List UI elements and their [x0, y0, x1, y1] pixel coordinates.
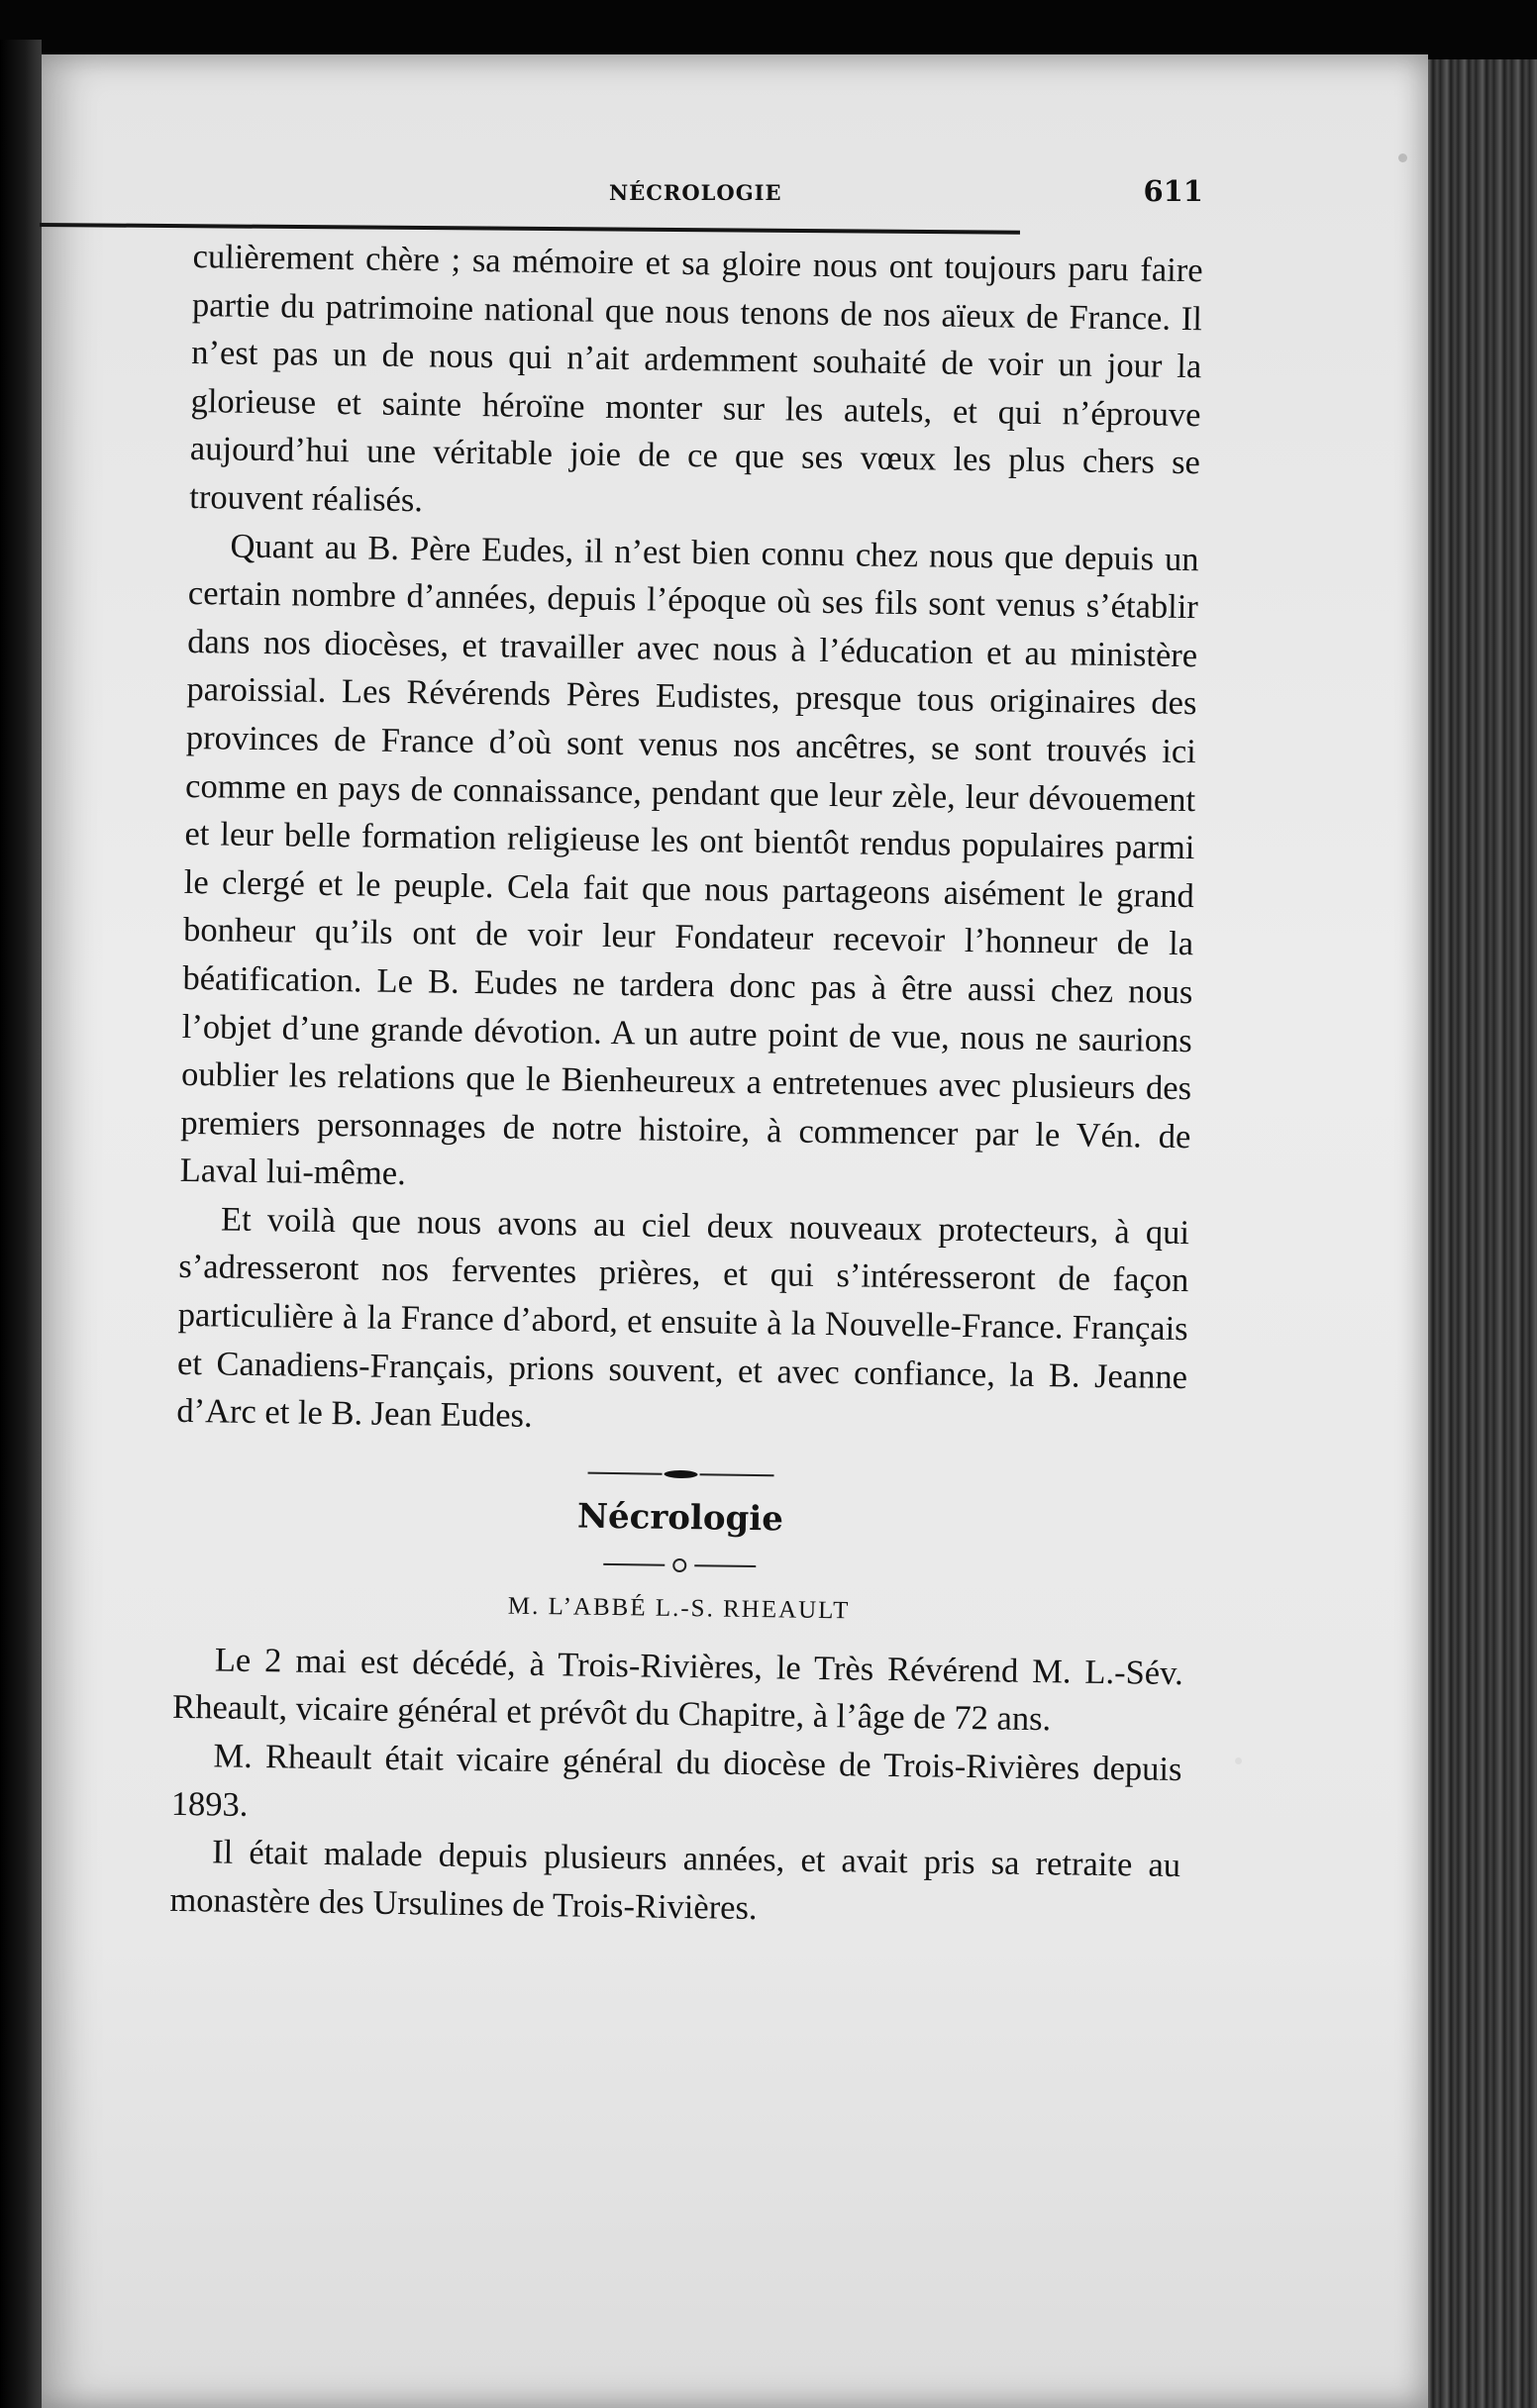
small-rule-left — [603, 1563, 665, 1566]
obituary-paragraph-3: Il était malade depuis plusieurs années, et avait pris sa retraite au monastère des Ursulines de Trois-Rivières. — [169, 1833, 1181, 1927]
page-body — [169, 233, 1203, 1938]
article-paragraph-2: Quant au B. Père Eudes, il n’est bien connu chez nous que depuis un certain nombre d’années, depuis l’époque où ses fils sont venus s’établir dans nos diocèses, et travailler avec nous à l’éducation et au ministère paroissial. Les Révérends Pères Eudistes, presque tous originaires des provinces de France d’où sont venus nos ancêtres, se sont trouvés ici comme en pays de connaissance, pendant que leur zèle, leur dévouement et leur belle formation religieuse les ont bientôt rendus populaires parmi le clergé et le peuple. Cela fait que nous partageons aisément le grand bonheur qu’ils ont de voir leur Fondateur recevoir l’honneur de la béatification. Le B. Eudes ne tardera donc pas à être aussi chez nous l’objet d’une grande dévotion. A un autre point de vue, nous ne saurions oublier les relations que le Bienheureux a entretenues avec plusieurs des premiers personnages de notre histoire, à commencer par le Vén. de Laval lui-même. — [179, 527, 1199, 1193]
divider-line-right — [700, 1473, 774, 1476]
ornamental-divider — [175, 1457, 1185, 1491]
page-number: 611 — [1143, 174, 1203, 208]
paper-speck — [1235, 1757, 1242, 1764]
paper-speck — [1398, 153, 1407, 162]
obituary-subheading: M. L’ABBÉ L.-S. RHEAULT — [507, 1592, 851, 1625]
small-rule-right — [694, 1564, 756, 1567]
page-edges — [1423, 59, 1537, 2408]
running-title: NÉCROLOGIE — [609, 180, 782, 205]
obituary-paragraph-2: M. Rheault était vicaire général du diocèse de Trois-Rivières depuis 1893. — [170, 1737, 1182, 1824]
article-paragraph-3: Et voilà que nous avons au ciel deux nouveaux protecteurs, à qui s’adresseront nos ferventes prières, et qui s’intéresseront de façon particulière à la France d’abord, et ensuite à la Nouvelle-France. Français et Canadiens-Français, prions souvent, et avec confiance, la B. Jeanne d’Arc et le B. Jean Eudes. — [176, 1200, 1190, 1436]
small-rule — [174, 1549, 1184, 1582]
book-spine-shadow — [0, 40, 42, 2408]
divider-ornament — [664, 1470, 697, 1478]
article-paragraph-1: culièrement chère ; sa mémoire et sa gloire nous ont toujours paru faire partie du patrimoine national que nous tenons de nos aïeux de France. Il n’est pas un de nous qui n’ait ardemment souhaité de voir un jour la glorieuse et sainte héroïne monter sur les autels, et qui n’éprouve aujourd’hui une véritable joie de ce que ses vœux les plus chers se trouvent réalisés. — [189, 237, 1203, 520]
divider-line-left — [588, 1472, 663, 1475]
section-heading: Nécrologie — [576, 1496, 784, 1540]
obituary-paragraph-1: Le 2 mai est décédé, à Trois-Rivières, le Très Révérend M. L.-Sév. Rheault, vicaire général et prévôt du Chapitre, à l’âge de 72 ans. — [171, 1641, 1184, 1739]
small-rule-circle — [672, 1558, 686, 1572]
